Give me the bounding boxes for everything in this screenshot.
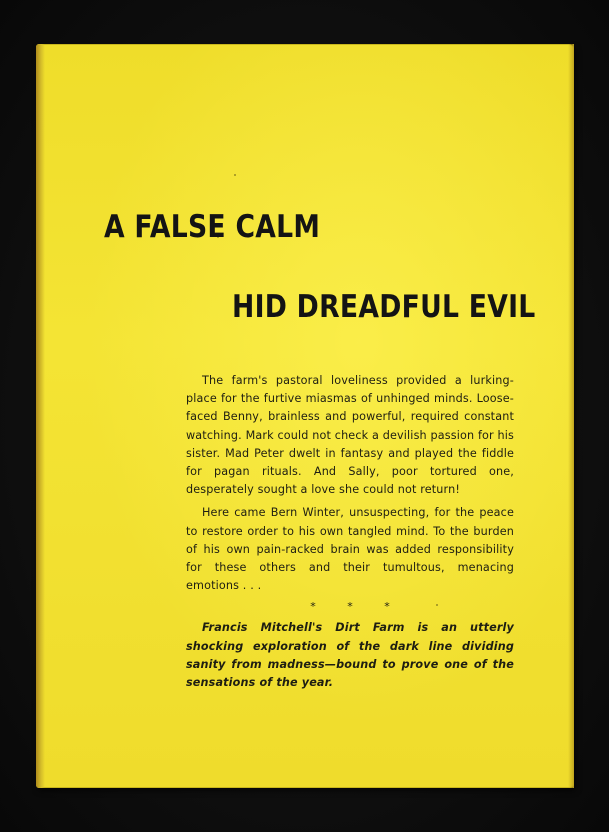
blurb-paragraph-1: The farm's pastoral loveliness provided a lurking-place for the furtive miasmas of unhinged minds. Loose-faced Benny, brainless and powerful, required constant watching. Mark could not check a devilish passion for his sister. Mad Peter dwelt in fantasy and played the fiddle for pagan rituals. And Sally, poor tortured one, desperately sought a love she could not return! (186, 374, 514, 497)
headline-line-2: HID DREADFUL EVIL (232, 289, 536, 325)
paper-speck (234, 174, 236, 176)
section-separator: * * * (310, 600, 404, 614)
cover-right-edge (568, 44, 574, 788)
book-back-cover (36, 44, 574, 788)
blurb-text (186, 372, 514, 692)
blurb-paragraph-2: Here came Bern Winter, unsuspecting, for the peace to restore order to his own tangled mind. To the burden of his own pain-racked brain was added responsibility for these others and their tumultous, menacing emotions . . . (186, 506, 514, 593)
blurb-closing-paragraph: Francis Mitchell's Dirt Farm is an utterly shocking exploration of the dark line dividing sanity from madness—bound to prove one of the sensations of the year. (186, 621, 514, 690)
cover-spine-edge (36, 44, 45, 788)
headline-line-1: A FALSE CALM (104, 209, 321, 245)
